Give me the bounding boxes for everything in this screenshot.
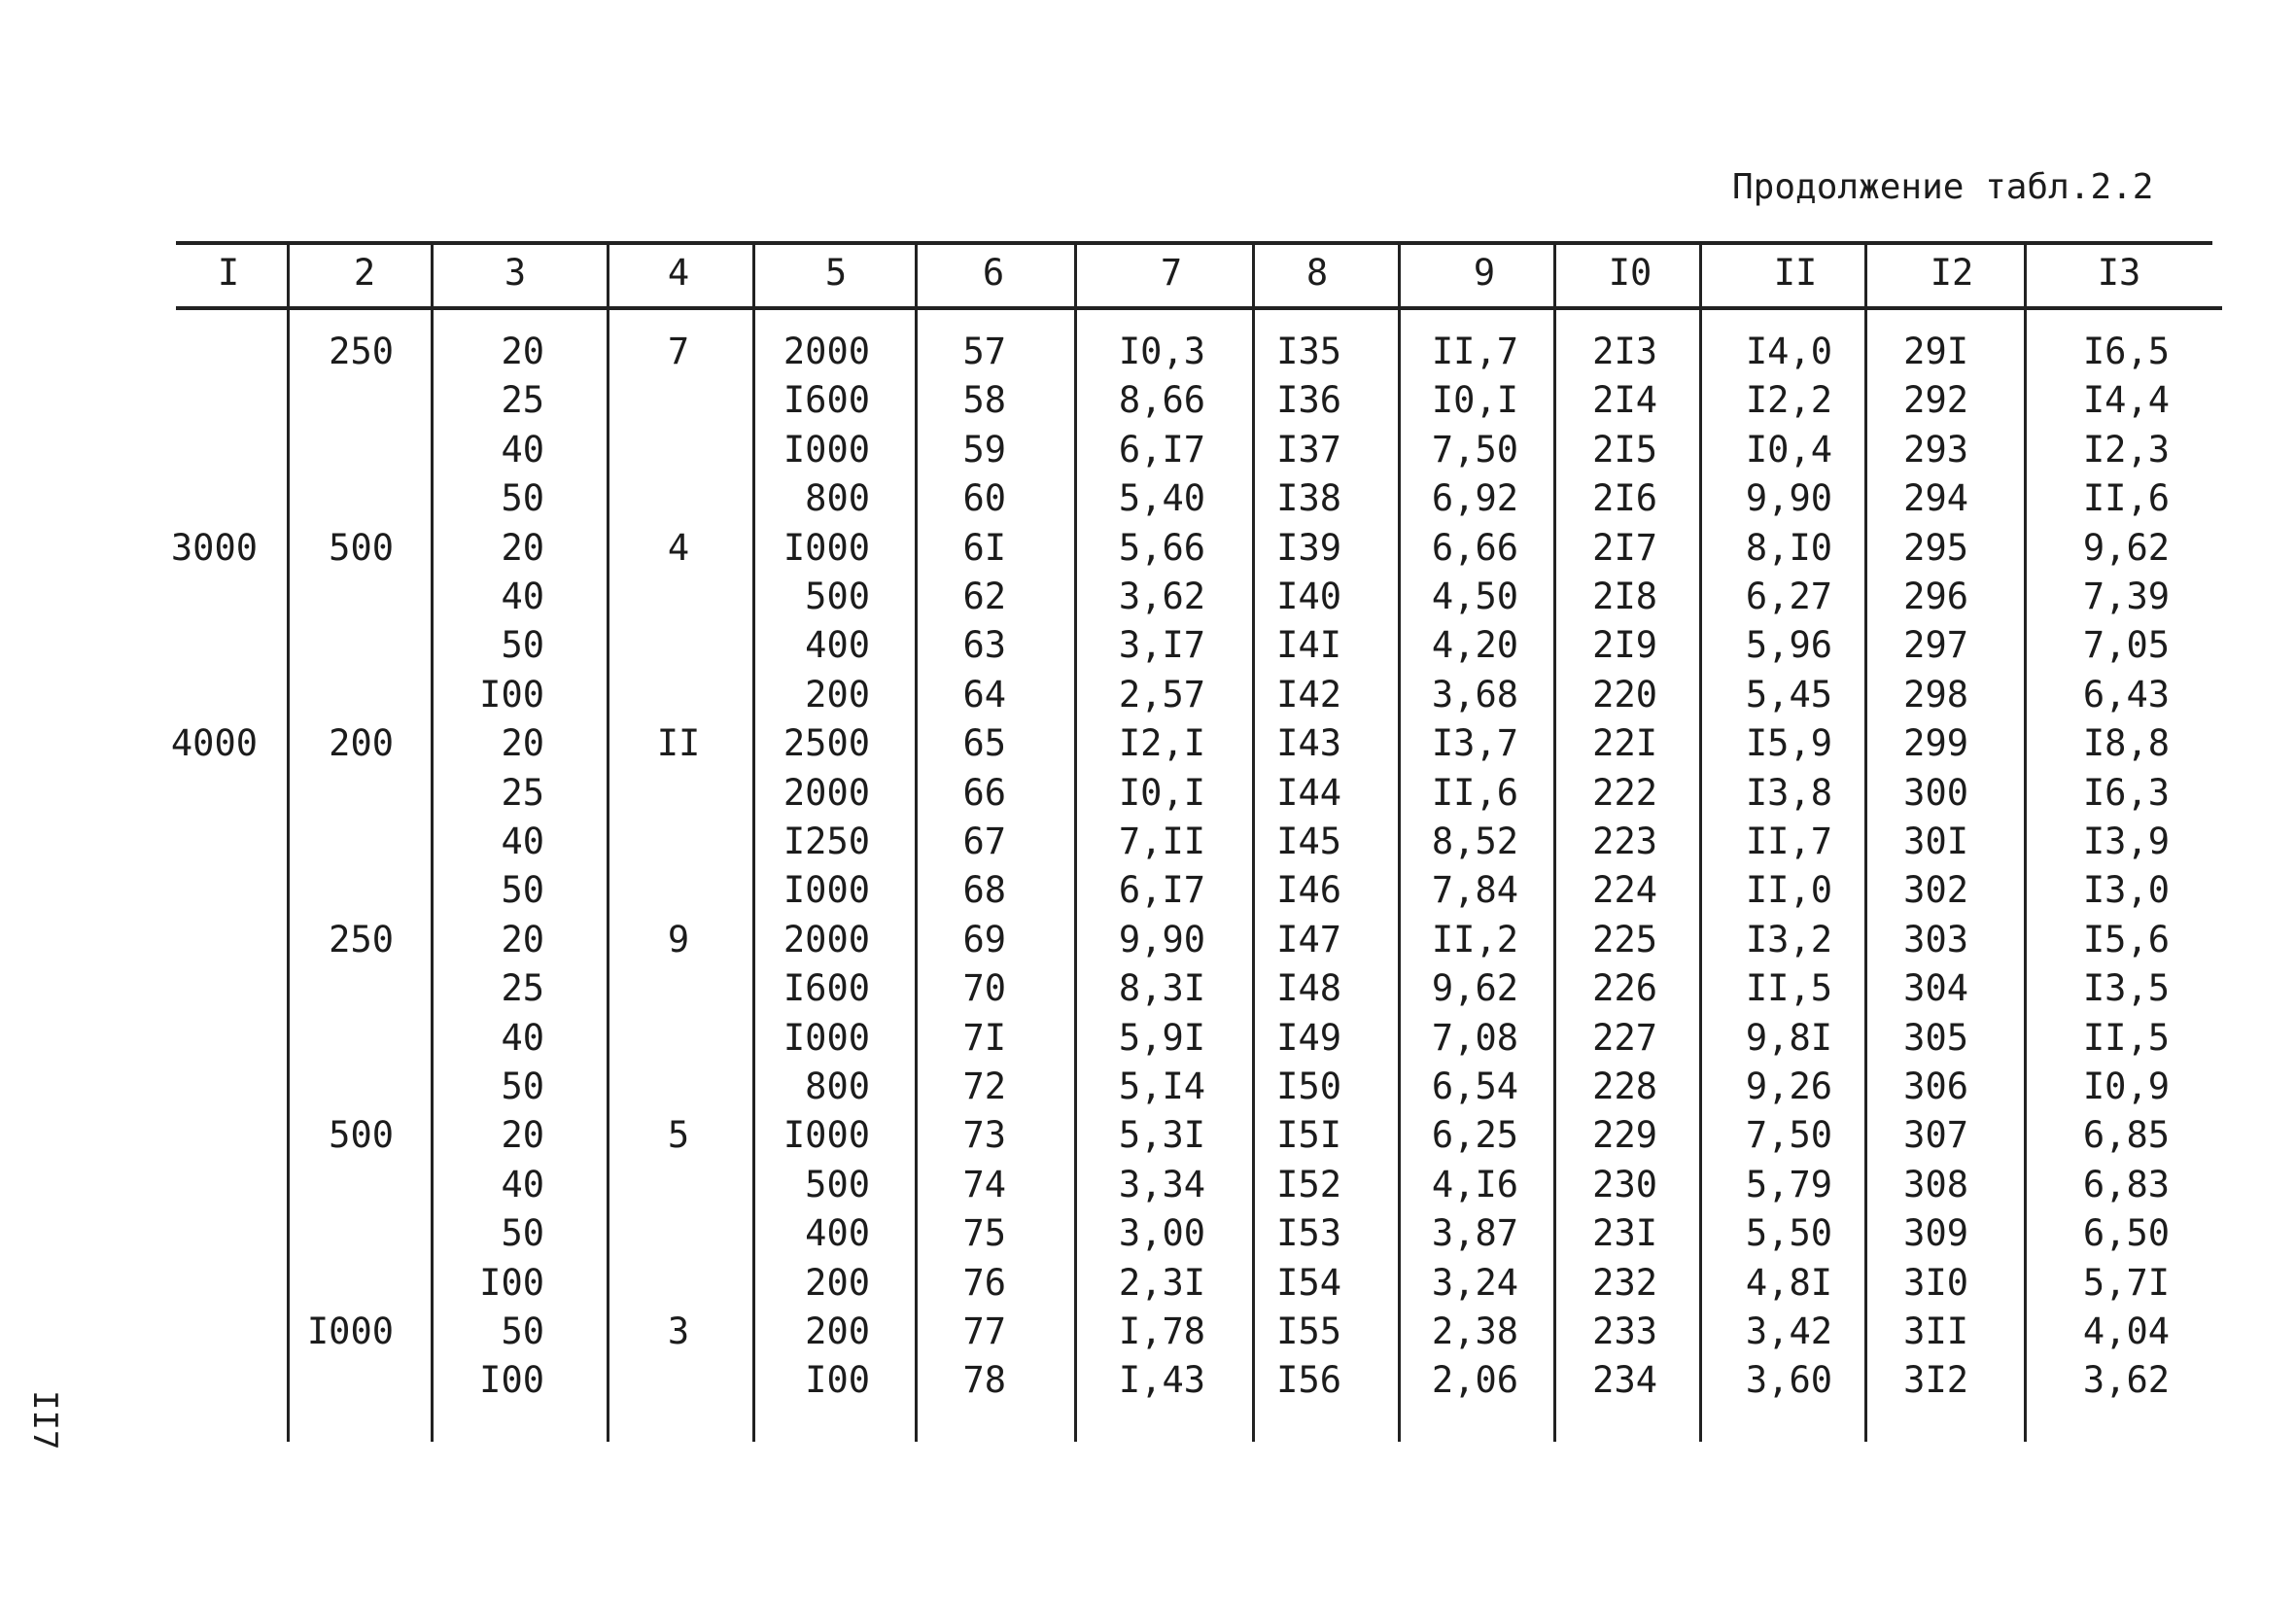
table-cell: 3,00 bbox=[1118, 1212, 1205, 1254]
table-cell: I4,4 bbox=[2082, 379, 2170, 421]
table-cell: I000 bbox=[783, 1114, 870, 1156]
table-cell: 400 bbox=[805, 624, 870, 666]
table-cell: 2I3 bbox=[1592, 331, 1657, 372]
table-cell: 67 bbox=[962, 821, 1006, 862]
table-cell: I000 bbox=[783, 1017, 870, 1059]
table-cell: 295 bbox=[1903, 527, 1968, 569]
table-cell: I54 bbox=[1276, 1262, 1341, 1304]
table-cell: 229 bbox=[1592, 1114, 1657, 1156]
table-cell: 5,7I bbox=[2082, 1262, 2170, 1304]
table-cell: 7,50 bbox=[1745, 1114, 1832, 1156]
table-cell: I35 bbox=[1276, 331, 1341, 372]
table-cell: 40 bbox=[501, 821, 544, 862]
table-cell: 20 bbox=[501, 919, 544, 961]
table-cell: 6,I7 bbox=[1118, 869, 1205, 911]
table-cell: 5,79 bbox=[1745, 1164, 1832, 1205]
table-cell: I0,3 bbox=[1118, 331, 1205, 372]
table-cell: 66 bbox=[962, 772, 1006, 814]
table-cell: 3,62 bbox=[2082, 1359, 2170, 1401]
table-top-rule bbox=[176, 241, 2212, 245]
table-cell: 7,II bbox=[1118, 821, 1205, 862]
table-cell: 292 bbox=[1903, 379, 1968, 421]
table-cell: 2000 bbox=[783, 772, 870, 814]
table-cell: 3,34 bbox=[1118, 1164, 1205, 1205]
table-cell: I3,8 bbox=[1745, 772, 1832, 814]
table-cell: I37 bbox=[1276, 429, 1341, 471]
table-cell: 50 bbox=[501, 477, 544, 519]
table-cell: 223 bbox=[1592, 821, 1657, 862]
table-cell: 75 bbox=[962, 1212, 1006, 1254]
table-cell: 250 bbox=[329, 919, 394, 961]
table-cell: 60 bbox=[962, 477, 1006, 519]
table-cell: 308 bbox=[1903, 1164, 1968, 1205]
table-cell: 8,66 bbox=[1118, 379, 1205, 421]
table-cell: 2,3I bbox=[1118, 1262, 1205, 1304]
table-cell: 65 bbox=[962, 722, 1006, 764]
table-cell: 4,50 bbox=[1431, 576, 1518, 617]
table-cell: 2I8 bbox=[1592, 576, 1657, 617]
table-cell: I2,3 bbox=[2082, 429, 2170, 471]
table-cell: 6,66 bbox=[1431, 527, 1518, 569]
table-cell: II,7 bbox=[1431, 331, 1518, 372]
table-cell: 200 bbox=[805, 1262, 870, 1304]
table-cell: 9,62 bbox=[2082, 527, 2170, 569]
table-cell: 6,83 bbox=[2082, 1164, 2170, 1205]
table-cell: I2,2 bbox=[1745, 379, 1832, 421]
table-cell: 9,90 bbox=[1745, 477, 1832, 519]
table-cell: 3,68 bbox=[1431, 674, 1518, 716]
table-cell: I48 bbox=[1276, 967, 1341, 1009]
table-cell: I00 bbox=[479, 674, 544, 716]
table-cell: 40 bbox=[501, 1017, 544, 1059]
column-header: 5 bbox=[824, 252, 848, 294]
table-cell: 6,54 bbox=[1431, 1066, 1518, 1107]
table-cell: II,0 bbox=[1745, 869, 1832, 911]
table-cell: 5,50 bbox=[1745, 1212, 1832, 1254]
table-cell: 6,43 bbox=[2082, 674, 2170, 716]
table-cell: 2500 bbox=[783, 722, 870, 764]
table-cell: 250 bbox=[329, 331, 394, 372]
table-cell: 63 bbox=[962, 624, 1006, 666]
table-cell: 6,27 bbox=[1745, 576, 1832, 617]
column-header: II bbox=[1773, 252, 1818, 294]
table-cell: 3000 bbox=[170, 527, 258, 569]
table-cell: I39 bbox=[1276, 527, 1341, 569]
table-cell: I250 bbox=[783, 821, 870, 862]
table-cell: 59 bbox=[962, 429, 1006, 471]
table-cell: I45 bbox=[1276, 821, 1341, 862]
table-cell: 5,3I bbox=[1118, 1114, 1205, 1156]
table-cell: I43 bbox=[1276, 722, 1341, 764]
table-cell: 305 bbox=[1903, 1017, 1968, 1059]
table-cell: I55 bbox=[1276, 1310, 1341, 1352]
table-cell: 30I bbox=[1903, 821, 1968, 862]
column-header: I3 bbox=[2097, 252, 2141, 294]
table-cell: 40 bbox=[501, 576, 544, 617]
table-cell: I5,9 bbox=[1745, 722, 1832, 764]
table-cell: 303 bbox=[1903, 919, 1968, 961]
table-cell: I4I bbox=[1276, 624, 1341, 666]
table-cell: 78 bbox=[962, 1359, 1006, 1401]
table-cell: I53 bbox=[1276, 1212, 1341, 1254]
table-cell: I00 bbox=[805, 1359, 870, 1401]
table-cell: 200 bbox=[805, 1310, 870, 1352]
table-cell: I44 bbox=[1276, 772, 1341, 814]
column-divider bbox=[607, 241, 609, 1442]
table-cell: 293 bbox=[1903, 429, 1968, 471]
table-cell: 7,84 bbox=[1431, 869, 1518, 911]
table-cell: 304 bbox=[1903, 967, 1968, 1009]
table-cell: I49 bbox=[1276, 1017, 1341, 1059]
table-cell: 7,39 bbox=[2082, 576, 2170, 617]
table-cell: 220 bbox=[1592, 674, 1657, 716]
table-cell: I40 bbox=[1276, 576, 1341, 617]
table-cell: I5,6 bbox=[2082, 919, 2170, 961]
table-cell: 29I bbox=[1903, 331, 1968, 372]
table-cell: I5I bbox=[1276, 1114, 1341, 1156]
table-cell: 500 bbox=[329, 527, 394, 569]
table-caption: Продолжение табл.2.2 bbox=[1732, 167, 2154, 207]
table-cell: 6,25 bbox=[1431, 1114, 1518, 1156]
table-cell: 298 bbox=[1903, 674, 1968, 716]
table-cell: 3I2 bbox=[1903, 1359, 1968, 1401]
table-cell: 5,45 bbox=[1745, 674, 1832, 716]
table-cell: I52 bbox=[1276, 1164, 1341, 1205]
table-cell: 50 bbox=[501, 1310, 544, 1352]
table-cell: I38 bbox=[1276, 477, 1341, 519]
table-cell: 5,I4 bbox=[1118, 1066, 1205, 1107]
table-cell: 2,57 bbox=[1118, 674, 1205, 716]
table-cell: 4,8I bbox=[1745, 1262, 1832, 1304]
table-cell: 4 bbox=[667, 527, 690, 569]
table-cell: 8,3I bbox=[1118, 967, 1205, 1009]
table-cell: I0,4 bbox=[1745, 429, 1832, 471]
table-cell: 58 bbox=[962, 379, 1006, 421]
table-cell: 9,90 bbox=[1118, 919, 1205, 961]
table-cell: I3,5 bbox=[2082, 967, 2170, 1009]
table-cell: 74 bbox=[962, 1164, 1006, 1205]
table-cell: 500 bbox=[805, 576, 870, 617]
table-cell: 23I bbox=[1592, 1212, 1657, 1254]
table-cell: I000 bbox=[306, 1310, 394, 1352]
table-cell: 3,87 bbox=[1431, 1212, 1518, 1254]
table-cell: 2I9 bbox=[1592, 624, 1657, 666]
table-cell: I600 bbox=[783, 967, 870, 1009]
table-cell: 230 bbox=[1592, 1164, 1657, 1205]
table-cell: 2I7 bbox=[1592, 527, 1657, 569]
table-cell: I6,5 bbox=[2082, 331, 2170, 372]
table-cell: I8,8 bbox=[2082, 722, 2170, 764]
table-cell: I3,9 bbox=[2082, 821, 2170, 862]
table-cell: 297 bbox=[1903, 624, 1968, 666]
table-cell: 4,I6 bbox=[1431, 1164, 1518, 1205]
table-cell: 25 bbox=[501, 967, 544, 1009]
table-cell: 2000 bbox=[783, 919, 870, 961]
table-cell: 5,66 bbox=[1118, 527, 1205, 569]
table-cell: I3,2 bbox=[1745, 919, 1832, 961]
table-cell: II,5 bbox=[2082, 1017, 2170, 1059]
table-cell: 7,08 bbox=[1431, 1017, 1518, 1059]
table-cell: I00 bbox=[479, 1359, 544, 1401]
table-cell: I3,7 bbox=[1431, 722, 1518, 764]
table-cell: II,6 bbox=[2082, 477, 2170, 519]
table-cell: 302 bbox=[1903, 869, 1968, 911]
table-cell: I0,9 bbox=[2082, 1066, 2170, 1107]
table-cell: 68 bbox=[962, 869, 1006, 911]
column-header: I0 bbox=[1608, 252, 1652, 294]
table-cell: 296 bbox=[1903, 576, 1968, 617]
table-cell: 20 bbox=[501, 527, 544, 569]
table-cell: 72 bbox=[962, 1066, 1006, 1107]
table-cell: 200 bbox=[329, 722, 394, 764]
column-divider bbox=[287, 241, 290, 1442]
table-cell: 2I5 bbox=[1592, 429, 1657, 471]
table-cell: 20 bbox=[501, 331, 544, 372]
table-cell: 77 bbox=[962, 1310, 1006, 1352]
table-cell: I600 bbox=[783, 379, 870, 421]
table-cell: 22I bbox=[1592, 722, 1657, 764]
table-cell: I,43 bbox=[1118, 1359, 1205, 1401]
table-cell: 5,9I bbox=[1118, 1017, 1205, 1059]
table-cell: 76 bbox=[962, 1262, 1006, 1304]
table-cell: 9,26 bbox=[1745, 1066, 1832, 1107]
table-cell: 50 bbox=[501, 869, 544, 911]
table-cell: I47 bbox=[1276, 919, 1341, 961]
table-cell: 4000 bbox=[170, 722, 258, 764]
column-header: I bbox=[217, 252, 240, 294]
table-cell: II bbox=[656, 722, 701, 764]
table-cell: 3,60 bbox=[1745, 1359, 1832, 1401]
table-cell: 225 bbox=[1592, 919, 1657, 961]
table-cell: 50 bbox=[501, 1066, 544, 1107]
column-header: 7 bbox=[1160, 252, 1183, 294]
table-cell: 9 bbox=[667, 919, 690, 961]
table-cell: 50 bbox=[501, 1212, 544, 1254]
table-cell: I000 bbox=[783, 429, 870, 471]
table-cell: 62 bbox=[962, 576, 1006, 617]
table-cell: 25 bbox=[501, 379, 544, 421]
table-cell: 9,62 bbox=[1431, 967, 1518, 1009]
table-cell: 2I4 bbox=[1592, 379, 1657, 421]
table-cell: 69 bbox=[962, 919, 1006, 961]
table-cell: 3,42 bbox=[1745, 1310, 1832, 1352]
table-cell: I46 bbox=[1276, 869, 1341, 911]
table-cell: 64 bbox=[962, 674, 1006, 716]
table-cell: 500 bbox=[329, 1114, 394, 1156]
table-cell: I50 bbox=[1276, 1066, 1341, 1107]
column-header: 4 bbox=[667, 252, 690, 294]
table-cell: I00 bbox=[479, 1262, 544, 1304]
table-cell: 3,62 bbox=[1118, 576, 1205, 617]
table-cell: 400 bbox=[805, 1212, 870, 1254]
table-cell: 5,40 bbox=[1118, 477, 1205, 519]
column-header: 8 bbox=[1305, 252, 1329, 294]
column-header: 3 bbox=[504, 252, 527, 294]
table-cell: 200 bbox=[805, 674, 870, 716]
table-cell: 2,38 bbox=[1431, 1310, 1518, 1352]
table-cell: I0,I bbox=[1118, 772, 1205, 814]
table-cell: 232 bbox=[1592, 1262, 1657, 1304]
table-cell: I,78 bbox=[1118, 1310, 1205, 1352]
table-cell: I000 bbox=[783, 869, 870, 911]
table-cell: I42 bbox=[1276, 674, 1341, 716]
table-cell: 50 bbox=[501, 624, 544, 666]
page-number: II7 bbox=[25, 1390, 64, 1450]
table-cell: 294 bbox=[1903, 477, 1968, 519]
table-cell: I000 bbox=[783, 527, 870, 569]
table-cell: 222 bbox=[1592, 772, 1657, 814]
table-cell: 9,8I bbox=[1745, 1017, 1832, 1059]
column-header: I2 bbox=[1930, 252, 1974, 294]
table-cell: 227 bbox=[1592, 1017, 1657, 1059]
table-cell: II,5 bbox=[1745, 967, 1832, 1009]
table-cell: II,6 bbox=[1431, 772, 1518, 814]
table-cell: I2,I bbox=[1118, 722, 1205, 764]
table-cell: 7 bbox=[667, 331, 690, 372]
column-header: 6 bbox=[982, 252, 1005, 294]
table-cell: 70 bbox=[962, 967, 1006, 1009]
table-cell: 3II bbox=[1903, 1310, 1968, 1352]
table-cell: 4,04 bbox=[2082, 1310, 2170, 1352]
table-cell: 800 bbox=[805, 1066, 870, 1107]
table-cell: 6,I7 bbox=[1118, 429, 1205, 471]
table-cell: 228 bbox=[1592, 1066, 1657, 1107]
table-cell: 40 bbox=[501, 429, 544, 471]
table-cell: 20 bbox=[501, 722, 544, 764]
table-cell: 233 bbox=[1592, 1310, 1657, 1352]
table-cell: 6,92 bbox=[1431, 477, 1518, 519]
table-cell: 20 bbox=[501, 1114, 544, 1156]
table-cell: 3,24 bbox=[1431, 1262, 1518, 1304]
table-cell: 2,06 bbox=[1431, 1359, 1518, 1401]
table-cell: 2000 bbox=[783, 331, 870, 372]
table-cell: I3,0 bbox=[2082, 869, 2170, 911]
table-cell: 309 bbox=[1903, 1212, 1968, 1254]
table-cell: 7,05 bbox=[2082, 624, 2170, 666]
table-cell: 8,I0 bbox=[1745, 527, 1832, 569]
table-cell: 5,96 bbox=[1745, 624, 1832, 666]
table-cell: 7I bbox=[962, 1017, 1006, 1059]
table-cell: 25 bbox=[501, 772, 544, 814]
header-bottom-rule bbox=[176, 306, 2222, 310]
table-cell: 234 bbox=[1592, 1359, 1657, 1401]
column-header: 9 bbox=[1473, 252, 1496, 294]
table-cell: 306 bbox=[1903, 1066, 1968, 1107]
table-cell: I56 bbox=[1276, 1359, 1341, 1401]
table-cell: 3 bbox=[667, 1310, 690, 1352]
table-cell: 7,50 bbox=[1431, 429, 1518, 471]
table-cell: I0,I bbox=[1431, 379, 1518, 421]
table-cell: 6I bbox=[962, 527, 1006, 569]
table-cell: I4,0 bbox=[1745, 331, 1832, 372]
table-cell: 57 bbox=[962, 331, 1006, 372]
table-cell: 73 bbox=[962, 1114, 1006, 1156]
table-cell: 6,50 bbox=[2082, 1212, 2170, 1254]
table-cell: 3,I7 bbox=[1118, 624, 1205, 666]
table-cell: II,2 bbox=[1431, 919, 1518, 961]
table-cell: I36 bbox=[1276, 379, 1341, 421]
table-cell: 307 bbox=[1903, 1114, 1968, 1156]
table-cell: 500 bbox=[805, 1164, 870, 1205]
table-cell: 226 bbox=[1592, 967, 1657, 1009]
table-cell: 300 bbox=[1903, 772, 1968, 814]
column-header: 2 bbox=[353, 252, 376, 294]
table-cell: 6,85 bbox=[2082, 1114, 2170, 1156]
table-cell: 224 bbox=[1592, 869, 1657, 911]
table-cell: 5 bbox=[667, 1114, 690, 1156]
table-cell: 3I0 bbox=[1903, 1262, 1968, 1304]
table-cell: 299 bbox=[1903, 722, 1968, 764]
table-cell: 40 bbox=[501, 1164, 544, 1205]
table-cell: 2I6 bbox=[1592, 477, 1657, 519]
table-cell: II,7 bbox=[1745, 821, 1832, 862]
table-cell: 4,20 bbox=[1431, 624, 1518, 666]
table-cell: 800 bbox=[805, 477, 870, 519]
table-cell: I6,3 bbox=[2082, 772, 2170, 814]
table-cell: 8,52 bbox=[1431, 821, 1518, 862]
